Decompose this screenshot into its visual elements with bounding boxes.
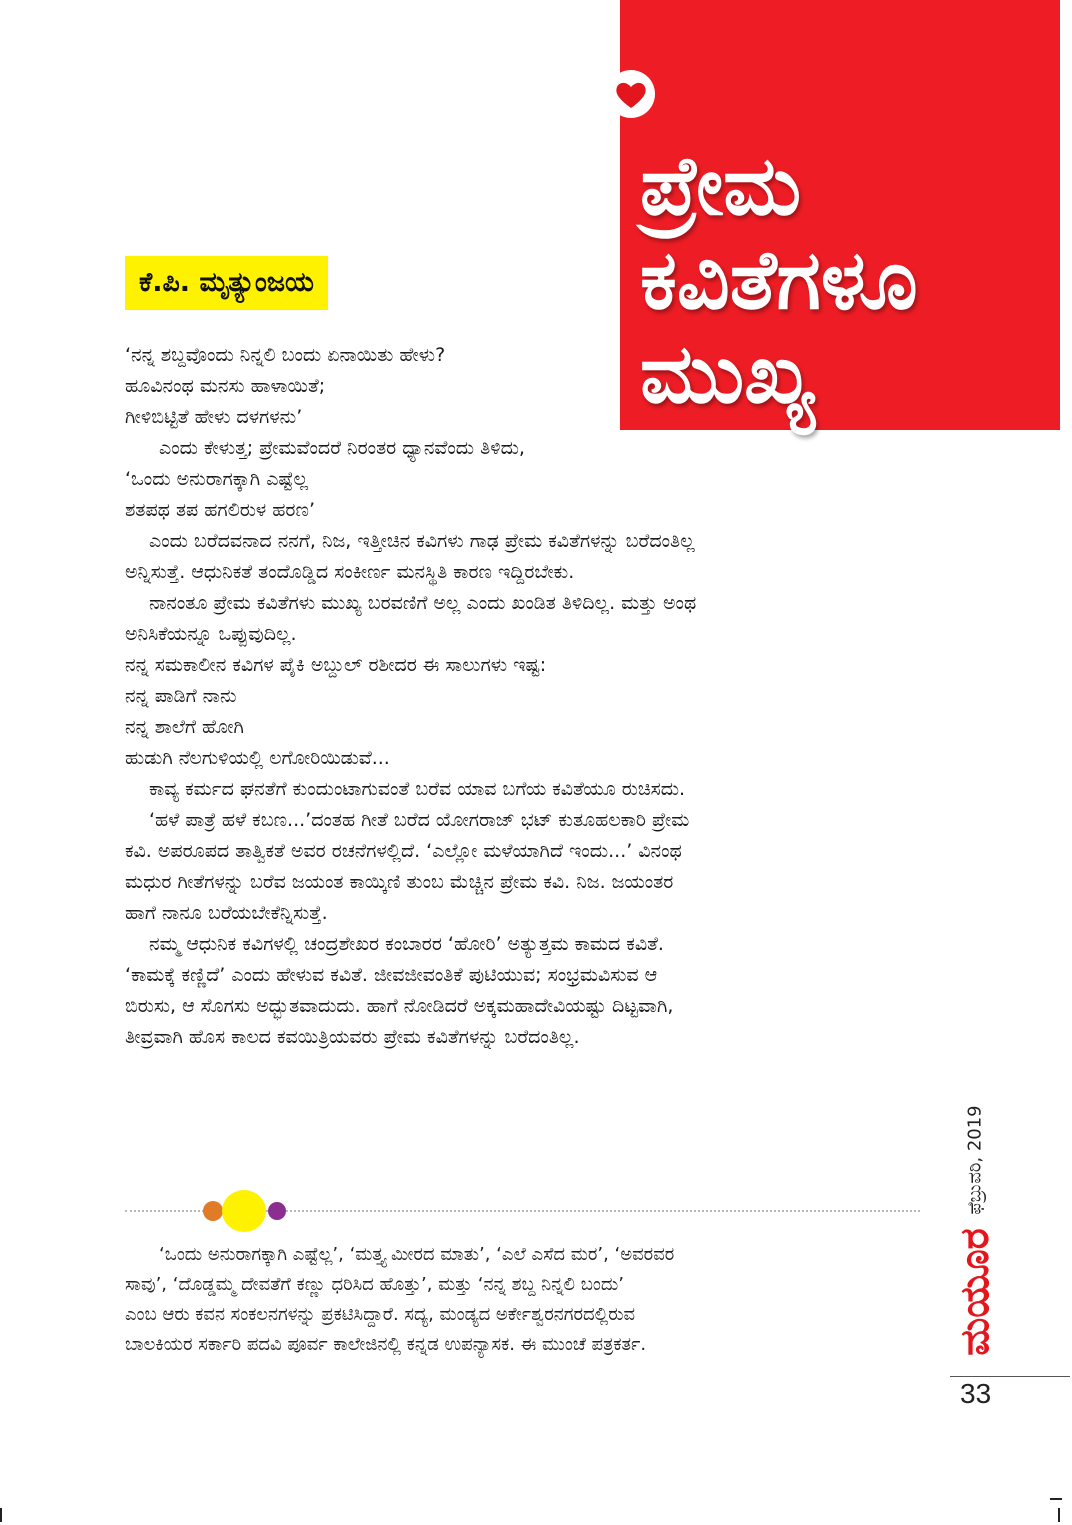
author-name: ಕೆ.ಪಿ. ಮೃತ್ಯುಂಜಯ	[139, 267, 314, 298]
body-line: ಹೂವಿನಂಥ ಮನಸು ಹಾಳಾಯಿತೆ;	[125, 375, 326, 397]
body-line: ಎಂದು ಬರೆದವನಾದ ನನಗೆ, ನಿಜ, ಇತ್ತೀಚಿನ ಕವಿಗಳು ಗಾಢ ಪ್ರೇಮ ಕವಿತೆಗಳನ್ನು ಬರೆದಂತಿಲ್ಲ	[149, 530, 695, 552]
body-line: ನಮ್ಮ ಆಧುನಿಕ ಕವಿಗಳಲ್ಲಿ ಚಂದ್ರಶೇಖರ ಕಂಬಾರರ ‘ಹೋರಿ’ ಅತ್ಯುತ್ತಮ ಕಾಮದ ಕವಿತೆ.	[149, 933, 664, 955]
body-line: ಕವಿ. ಅಪರೂಪದ ತಾತ್ವಿಕತೆ ಅವರ ರಚನೆಗಳಲ್ಲಿದೆ. ‘ಎಲ್ಲೋ ಮಳೆಯಾಗಿದೆ ಇಂದು...’ ವಿನಂಥ	[125, 840, 682, 862]
bio-line: ಸಾವು’, ‘ದೊಡ್ಡಮ್ಮ ದೇವತೆಗೆ ಕಣ್ಣು ಧರಿಸಿದ ಹೊತ್ತು’, ಮತ್ತು ‘ನನ್ನ ಶಬ್ದ ನಿನ್ನಲಿ ಬಂದು’	[125, 1274, 624, 1295]
title-line: ಪ್ರೇಮ	[640, 139, 802, 234]
title-line: ಮುಖ್ಯ	[640, 327, 816, 422]
orange-dot	[203, 1201, 223, 1221]
article-body	[125, 340, 915, 1053]
body-line: ಬಿರುಸು, ಆ ಸೊಗಸು ಅದ್ಭುತವಾದುದು. ಹಾಗೆ ನೋಡಿದರೆ ಅಕ್ಕಮಹಾದೇವಿಯಷ್ಟು ದಿಟ್ಟವಾಗಿ,	[125, 995, 674, 1017]
magazine-logo: ಮಯೂರ	[952, 1228, 998, 1356]
crop-mark	[1050, 1498, 1062, 1500]
yellow-dot	[222, 1190, 266, 1232]
bio-line: ‘ಒಂದು ಅನುರಾಗಕ್ಕಾಗಿ ಎಷ್ಟೆಲ್ಲ’, ‘ಮತ್ತ್ಯ ಮೀರದ ಮಾತು’, ‘ಎಲೆ ಎಸೆದ ಮರ’, ‘ಅವರವರ	[159, 1244, 675, 1265]
purple-dot	[268, 1202, 286, 1220]
body-line: ನನ್ನ ಶಾಲೆಗೆ ಹೋಗಿ	[125, 716, 244, 738]
body-line: ಹುಡುಗಿ ನೆಲಗುಳಿಯಲ್ಲಿ ಲಗೋರಿಯಿಡುವೆ...	[125, 747, 390, 769]
body-line: ಗೀಳಿಬಿಟ್ಟಿತೆ ಹೇಳು ದಳಗಳನು’	[125, 406, 303, 428]
bio-line: ಬಾಲಕಿಯರ ಸರ್ಕಾರಿ ಪದವಿ ಪೂರ್ವ ಕಾಲೇಜಿನಲ್ಲಿ ಕನ್ನಡ ಉಪನ್ಯಾಸಕ. ಈ ಮುಂಚೆ ಪತ್ರಕರ್ತ.	[125, 1334, 647, 1355]
body-line: ಕಾವ್ಯ ಕರ್ಮದ ಘನತೆಗೆ ಕುಂದುಂಟಾಗುವಂತೆ ಬರೆವ ಯಾವ ಬಗೆಯ ಕವಿತೆಯೂ ರುಚಿಸದು.	[149, 778, 686, 800]
page-number-rule	[950, 1376, 1070, 1377]
body-line: ಎಂದು ಕೇಳುತ್ತ; ಪ್ರೇಮವೆಂದರೆ ನಿರಂತರ ಧ್ಯಾನವೆಂದು ತಿಳಿದು,	[159, 437, 525, 459]
heart-icon	[603, 66, 659, 122]
body-line: ಅನ್ನಿಸುತ್ತೆ. ಆಧುನಿಕತೆ ತಂದೊಡ್ಡಿದ ಸಂಕೀರ್ಣ ಮನಸ್ಥಿತಿ ಕಾರಣ ಇದ್ದಿರಬೇಕು.	[125, 561, 575, 583]
page-number: 33	[960, 1378, 992, 1409]
crop-mark	[0, 1508, 2, 1522]
body-line: ನನ್ನ ಪಾಡಿಗೆ ನಾನು	[125, 685, 237, 707]
author-badge	[125, 256, 328, 310]
body-line: ನಾನಂತೂ ಪ್ರೇಮ ಕವಿತೆಗಳು ಮುಖ್ಯ ಬರವಣಿಗೆ ಅಲ್ಲ ಎಂದು ಖಂಡಿತ ತಿಳಿದಿಲ್ಲ. ಮತ್ತು ಅಂಥ	[149, 592, 697, 614]
body-line: ‘ಒಂದು ಅನುರಾಗಕ್ಕಾಗಿ ಎಷ್ಟೆಲ್ಲ	[125, 468, 309, 490]
author-bio	[125, 1240, 915, 1360]
issue-date: ಫೆಬ್ರುವರಿ, 2019	[964, 1105, 986, 1215]
body-line: ಹಾಗೆ ನಾನೂ ಬರೆಯಬೇಕೆನ್ನಿಸುತ್ತೆ.	[125, 902, 328, 924]
body-line: ಶತಪಥ ತಪ ಹಗಲಿರುಳ ಹರಣ’	[125, 499, 315, 521]
title-line: ಕವಿತೆಗಳೂ	[640, 233, 918, 328]
body-line: ‘ನನ್ನ ಶಬ್ದವೊಂದು ನಿನ್ನಲಿ ಬಂದು ಏನಾಯಿತು ಹೇಳು?	[125, 344, 446, 366]
crop-mark	[1058, 1508, 1060, 1522]
body-line: ನನ್ನ ಸಮಕಾಲೀನ ಕವಿಗಳ ಪೈಕಿ ಅಬ್ದುಲ್ ರಶೀದರ ಈ ಸಾಲುಗಳು ಇಷ್ಟ:	[125, 654, 547, 676]
body-line: ಅನಿಸಿಕೆಯನ್ನೂ ಒಪ್ಪುವುದಿಲ್ಲ.	[125, 623, 297, 645]
body-line: ಮಧುರ ಗೀತೆಗಳನ್ನು ಬರೆವ ಜಯಂತ ಕಾಯ್ಕಿಣಿ ತುಂಬ ಮೆಚ್ಚಿನ ಪ್ರೇಮ ಕವಿ. ನಿಜ. ಜಯಂತರ	[125, 871, 674, 893]
body-line: ತೀವ್ರವಾಗಿ ಹೊಸ ಕಾಲದ ಕವಯಿತ್ರಿಯವರು ಪ್ರೇಮ ಕವಿತೆಗಳನ್ನು ಬರೆದಂತಿಲ್ಲ.	[125, 1026, 580, 1048]
bio-line: ಎಂಬ ಆರು ಕವನ ಸಂಕಲನಗಳನ್ನು ಪ್ರಕಟಿಸಿದ್ದಾರೆ. ಸದ್ಯ, ಮಂಡ್ಯದ ಅರ್ಕೇಶ್ವರನಗರದಲ್ಲಿರುವ	[125, 1304, 636, 1325]
body-line: ‘ಹಳೆ ಪಾತ್ರೆ ಹಳೆ ಕಬಣ...’ದಂತಹ ಗೀತೆ ಬರೆದ ಯೋಗರಾಜ್ ಭಟ್ ಕುತೂಹಲಕಾರಿ ಪ್ರೇಮ	[149, 809, 690, 831]
body-line: ‘ಕಾಮಕ್ಕೆ ಕಣ್ಣಿದೆ’ ಎಂದು ಹೇಳುವ ಕವಿತೆ. ಜೀವಜೀವಂತಿಕೆ ಪುಟಿಯುವ; ಸಂಭ್ರಮವಿಸುವ ಆ	[125, 964, 658, 986]
